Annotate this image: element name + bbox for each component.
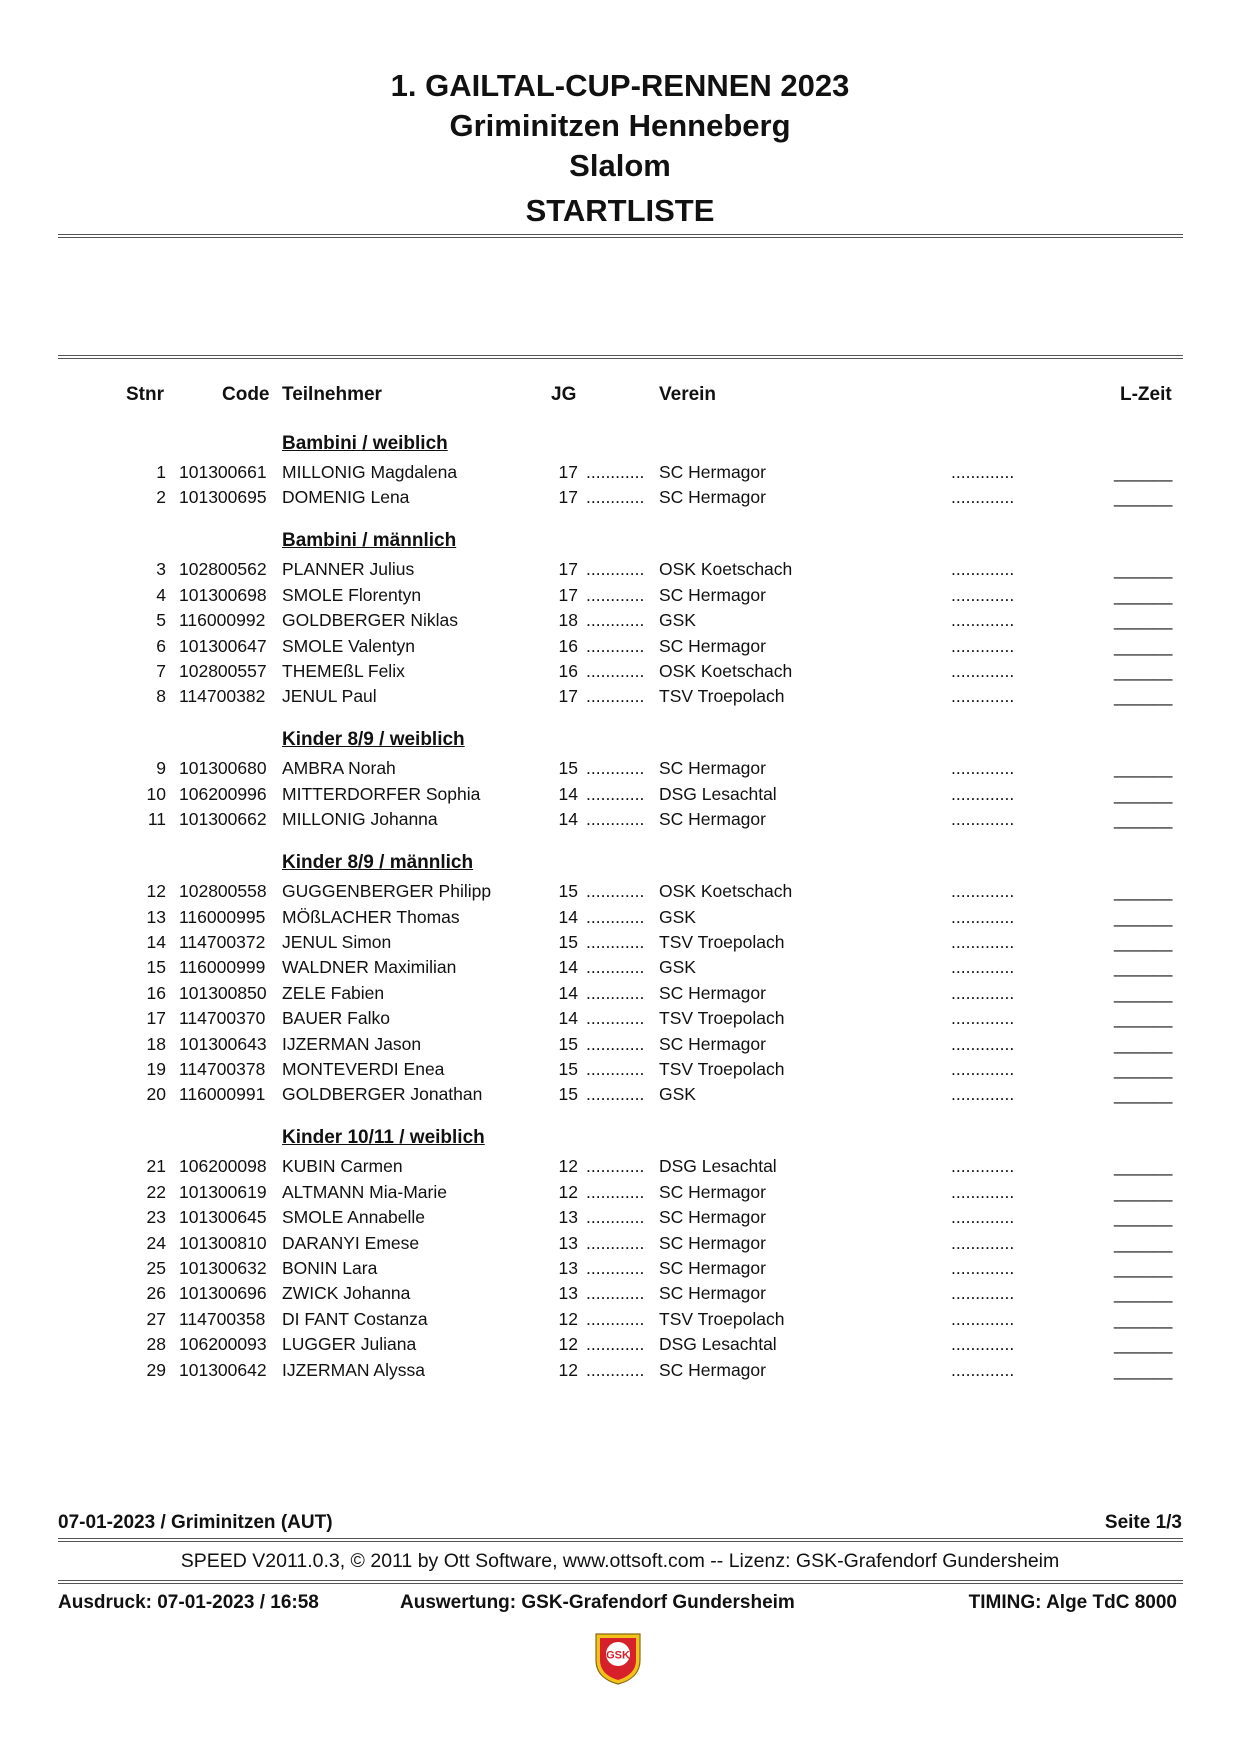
start-list-row	[0, 1334, 1240, 1359]
athlete-code: 101300642	[179, 1359, 267, 1380]
time-blank: ______	[1114, 932, 1173, 952]
time-blank: ______	[1114, 1359, 1173, 1380]
result-dots: .............	[951, 1308, 1015, 1329]
leader-dots: ............	[586, 932, 645, 952]
birth-year: 12	[558, 1308, 578, 1329]
athlete-name: JENUL Simon	[282, 932, 392, 952]
athlete-code: 101300696	[179, 1283, 267, 1304]
result-dots: .............	[951, 1207, 1015, 1228]
start-list-row	[0, 1182, 1240, 1207]
athlete-name: DI FANT Costanza	[282, 1308, 428, 1329]
start-number: 19	[146, 1059, 166, 1079]
athlete-code: 101300619	[179, 1181, 267, 1202]
start-list-row	[0, 1258, 1240, 1283]
birth-year: 14	[558, 1008, 578, 1029]
club-name: DSG Lesachtal	[659, 1156, 777, 1177]
leader-dots: ............	[586, 584, 645, 605]
start-number: 5	[156, 610, 166, 631]
birth-year: 17	[558, 487, 578, 508]
athlete-code: 101300645	[179, 1207, 267, 1228]
leader-dots: ............	[586, 559, 645, 580]
result-dots: .............	[951, 783, 1015, 804]
leader-dots: ............	[586, 1033, 645, 1054]
club-name: SC Hermagor	[659, 1258, 766, 1278]
club-name: SC Hermagor	[659, 982, 766, 1003]
result-dots: .............	[951, 487, 1015, 508]
time-blank: ______	[1114, 982, 1173, 1003]
club-name: TSV Troepolach	[659, 1008, 785, 1029]
result-dots: .............	[951, 610, 1015, 631]
column-header-club: Verein	[659, 384, 717, 405]
start-list-row	[0, 686, 1240, 711]
athlete-code: 106200098	[179, 1156, 267, 1177]
leader-dots: ............	[586, 1207, 645, 1228]
start-list-row	[0, 932, 1240, 957]
time-blank: ______	[1114, 1283, 1173, 1304]
leader-dots: ............	[586, 1308, 645, 1329]
athlete-name: JENUL Paul	[282, 686, 377, 707]
document-subtitle: STARTLISTE	[525, 193, 715, 228]
column-header-stnr: Stnr	[126, 384, 164, 405]
athlete-name: MONTEVERDI Enea	[282, 1059, 445, 1079]
time-blank: ______	[1114, 559, 1173, 580]
leader-dots: ............	[586, 610, 645, 631]
result-dots: .............	[951, 1156, 1015, 1177]
result-dots: .............	[951, 809, 1015, 830]
birth-year: 13	[558, 1258, 578, 1278]
time-blank: ______	[1114, 809, 1173, 830]
result-dots: .............	[951, 758, 1015, 779]
leader-dots: ............	[586, 1232, 645, 1253]
result-dots: .............	[951, 559, 1015, 580]
athlete-name: KUBIN Carmen	[282, 1156, 403, 1177]
birth-year: 17	[558, 686, 578, 707]
start-list-row	[0, 1283, 1240, 1308]
result-dots: .............	[951, 1359, 1015, 1380]
start-list-row	[0, 1156, 1240, 1181]
table-top-divider	[58, 355, 1183, 359]
leader-dots: ............	[586, 758, 645, 779]
club-name: GSK	[659, 906, 696, 927]
result-dots: .............	[951, 881, 1015, 902]
athlete-name: MÖßLACHER Thomas	[282, 906, 460, 927]
logo-lettering: GSK	[606, 1649, 630, 1662]
athlete-name: WALDNER Maximilian	[282, 957, 457, 978]
athlete-name: AMBRA Norah	[282, 758, 396, 779]
start-number: 22	[146, 1181, 166, 1202]
result-dots: .............	[951, 1181, 1015, 1202]
leader-dots: ............	[586, 1156, 645, 1177]
venue-title-line: Griminitzen Henneberg	[449, 108, 791, 143]
start-list-row	[0, 809, 1240, 834]
event-title-line: 1. GAILTAL-CUP-RENNEN 2023	[390, 68, 850, 103]
birth-year: 15	[558, 1084, 578, 1105]
leader-dots: ............	[586, 462, 645, 482]
birth-year: 17	[558, 462, 578, 482]
start-number: 7	[156, 661, 166, 681]
column-header-code: Code	[222, 384, 270, 405]
club-name: SC Hermagor	[659, 1283, 766, 1304]
athlete-name: MILLONIG Johanna	[282, 809, 438, 830]
athlete-code: 116000992	[179, 610, 266, 631]
time-blank: ______	[1114, 487, 1173, 508]
start-list-row	[0, 1360, 1240, 1385]
footer-page-number: Seite 1/3	[1104, 1512, 1182, 1533]
result-dots: .............	[951, 1258, 1015, 1278]
athlete-code: 101300695	[179, 487, 267, 508]
category-heading: Bambini / männlich	[282, 530, 457, 552]
event-title	[0, 66, 1240, 186]
leader-dots: ............	[586, 1181, 645, 1202]
athlete-name: SMOLE Florentyn	[282, 584, 422, 605]
start-list-row	[0, 1008, 1240, 1033]
leader-dots: ............	[586, 809, 645, 830]
category-heading: Kinder 8/9 / weiblich	[282, 729, 465, 751]
club-name: TSV Troepolach	[659, 1059, 785, 1079]
start-list-row	[0, 1034, 1240, 1059]
birth-year: 14	[558, 906, 578, 927]
birth-year: 18	[558, 610, 578, 631]
start-number: 1	[156, 462, 166, 482]
start-number: 29	[146, 1359, 166, 1380]
club-name: SC Hermagor	[659, 635, 766, 656]
result-dots: .............	[951, 1334, 1015, 1355]
start-number: 18	[146, 1033, 166, 1054]
time-blank: ______	[1114, 686, 1173, 707]
leader-dots: ............	[586, 1359, 645, 1380]
start-number: 20	[146, 1084, 166, 1105]
start-number: 17	[146, 1008, 166, 1029]
athlete-code: 114700378	[179, 1059, 266, 1079]
start-list-row	[0, 585, 1240, 610]
start-list-row	[0, 983, 1240, 1008]
athlete-code: 101300643	[179, 1033, 267, 1054]
start-number: 12	[146, 881, 166, 902]
result-dots: .............	[951, 584, 1015, 605]
category-heading: Kinder 10/11 / weiblich	[282, 1127, 485, 1149]
time-blank: ______	[1114, 661, 1173, 681]
time-blank: ______	[1114, 635, 1173, 656]
start-number: 24	[146, 1232, 166, 1253]
column-header-name: Teilnehmer	[282, 384, 382, 405]
athlete-name: BAUER Falko	[282, 1008, 390, 1029]
leader-dots: ............	[586, 906, 645, 927]
start-list-row	[0, 907, 1240, 932]
start-list-row	[0, 636, 1240, 661]
athlete-name: THEMEßL Felix	[282, 661, 405, 681]
time-blank: ______	[1114, 1156, 1173, 1177]
software-credit: SPEED V2011.0.3, © 2011 by Ott Software, www.ottsoft.com -- Lizenz: GSK-Grafendorf Gundersheim	[180, 1550, 1060, 1572]
start-list-row	[0, 1207, 1240, 1232]
club-name: SC Hermagor	[659, 584, 766, 605]
time-blank: ______	[1114, 1084, 1173, 1105]
athlete-code: 101300661	[179, 462, 267, 482]
club-name: GSK	[659, 610, 696, 631]
start-list-row	[0, 610, 1240, 635]
club-name: SC Hermagor	[659, 1232, 766, 1253]
category-heading: Kinder 8/9 / männlich	[282, 852, 474, 874]
club-name: SC Hermagor	[659, 1359, 766, 1380]
leader-dots: ............	[586, 881, 645, 902]
time-blank: ______	[1114, 1334, 1173, 1355]
birth-year: 17	[558, 559, 578, 580]
time-blank: ______	[1114, 881, 1173, 902]
time-blank: ______	[1114, 1232, 1173, 1253]
athlete-name: PLANNER Julius	[282, 559, 415, 580]
birth-year: 17	[558, 584, 578, 605]
time-blank: ______	[1114, 1008, 1173, 1029]
start-list-row	[0, 1309, 1240, 1334]
time-blank: ______	[1114, 462, 1173, 482]
time-blank: ______	[1114, 1181, 1173, 1202]
result-dots: .............	[951, 1059, 1015, 1079]
start-list-row	[0, 758, 1240, 783]
result-dots: .............	[951, 1033, 1015, 1054]
athlete-code: 101300632	[179, 1258, 267, 1278]
club-name: OSK Koetschach	[659, 559, 793, 580]
athlete-code: 102800562	[179, 559, 267, 580]
footer-divider-top	[58, 1538, 1183, 1542]
start-number: 6	[156, 635, 166, 656]
start-number: 25	[146, 1258, 166, 1278]
leader-dots: ............	[586, 1008, 645, 1029]
athlete-code: 101300810	[179, 1232, 267, 1253]
start-list-row	[0, 462, 1240, 487]
time-blank: ______	[1114, 1207, 1173, 1228]
club-name: TSV Troepolach	[659, 1308, 785, 1329]
birth-year: 13	[558, 1207, 578, 1228]
start-number: 14	[146, 932, 166, 952]
column-header-time: L-Zeit	[1120, 384, 1172, 405]
club-name: TSV Troepolach	[659, 686, 785, 707]
header-divider	[58, 234, 1183, 238]
club-name: OSK Koetschach	[659, 661, 793, 681]
start-number: 21	[146, 1156, 166, 1177]
athlete-code: 114700382	[179, 686, 266, 707]
leader-dots: ............	[586, 1059, 645, 1079]
athlete-code: 114700370	[179, 1008, 266, 1029]
athlete-code: 106200093	[179, 1334, 267, 1355]
result-dots: .............	[951, 957, 1015, 978]
start-list-row	[0, 881, 1240, 906]
column-header-jg: JG	[551, 384, 577, 405]
birth-year: 15	[558, 932, 578, 952]
athlete-code: 106200996	[179, 783, 267, 804]
birth-year: 12	[558, 1181, 578, 1202]
club-name: SC Hermagor	[659, 809, 766, 830]
athlete-name: ZWICK Johanna	[282, 1283, 411, 1304]
time-blank: ______	[1114, 1033, 1173, 1054]
athlete-code: 114700372	[179, 932, 266, 952]
athlete-name: GOLDBERGER Niklas	[282, 610, 459, 631]
start-number: 28	[146, 1334, 166, 1355]
footer-date-location: 07-01-2023 / Griminitzen (AUT)	[58, 1512, 333, 1533]
athlete-code: 116000991	[179, 1084, 266, 1105]
start-list-row	[0, 1084, 1240, 1109]
club-name: SC Hermagor	[659, 758, 766, 779]
time-blank: ______	[1114, 1308, 1173, 1329]
club-name: SC Hermagor	[659, 487, 766, 508]
start-list-row	[0, 559, 1240, 584]
athlete-name: IJZERMAN Jason	[282, 1033, 422, 1054]
gsk-club-logo	[590, 1630, 646, 1686]
birth-year: 14	[558, 809, 578, 830]
birth-year: 15	[558, 881, 578, 902]
club-name: OSK Koetschach	[659, 881, 793, 902]
result-dots: .............	[951, 635, 1015, 656]
athlete-name: DARANYI Emese	[282, 1232, 420, 1253]
birth-year: 16	[558, 635, 578, 656]
birth-year: 15	[558, 1059, 578, 1079]
start-number: 27	[146, 1308, 166, 1329]
birth-year: 12	[558, 1334, 578, 1355]
start-list-row	[0, 1059, 1240, 1084]
start-number: 2	[156, 487, 166, 508]
athlete-name: GUGGENBERGER Philipp	[282, 881, 492, 902]
result-dots: .............	[951, 906, 1015, 927]
time-blank: ______	[1114, 783, 1173, 804]
birth-year: 13	[558, 1283, 578, 1304]
leader-dots: ............	[586, 1283, 645, 1304]
start-number: 13	[146, 906, 166, 927]
birth-year: 14	[558, 783, 578, 804]
birth-year: 16	[558, 661, 578, 681]
club-name: SC Hermagor	[659, 1181, 766, 1202]
start-list-row	[0, 661, 1240, 686]
category-heading: Bambini / weiblich	[282, 433, 448, 454]
start-number: 4	[156, 584, 166, 605]
athlete-name: GOLDBERGER Jonathan	[282, 1084, 483, 1105]
result-dots: .............	[951, 462, 1015, 482]
time-blank: ______	[1114, 610, 1173, 631]
time-blank: ______	[1114, 584, 1173, 605]
start-number: 23	[146, 1207, 166, 1228]
club-name: DSG Lesachtal	[659, 783, 777, 804]
time-blank: ______	[1114, 758, 1173, 779]
result-dots: .............	[951, 661, 1015, 681]
leader-dots: ............	[586, 635, 645, 656]
club-name: SC Hermagor	[659, 1033, 766, 1054]
club-name: TSV Troepolach	[659, 932, 785, 952]
leader-dots: ............	[586, 661, 645, 681]
start-list-row	[0, 1233, 1240, 1258]
athlete-code: 116000995	[179, 906, 266, 927]
athlete-name: IJZERMAN Alyssa	[282, 1359, 425, 1380]
athlete-name: LUGGER Juliana	[282, 1334, 417, 1355]
birth-year: 15	[558, 1033, 578, 1054]
result-dots: .............	[951, 1084, 1015, 1105]
start-number: 9	[156, 758, 166, 779]
birth-year: 12	[558, 1156, 578, 1177]
athlete-code: 102800557	[179, 661, 267, 681]
club-name: DSG Lesachtal	[659, 1334, 777, 1355]
athlete-code: 116000999	[179, 957, 266, 978]
result-dots: .............	[951, 1283, 1015, 1304]
birth-year: 14	[558, 982, 578, 1003]
leader-dots: ............	[586, 957, 645, 978]
athlete-code: 101300698	[179, 584, 267, 605]
birth-year: 14	[558, 957, 578, 978]
evaluation-credit: Auswertung: GSK-Grafendorf Gundersheim	[400, 1592, 795, 1613]
club-name: SC Hermagor	[659, 462, 766, 482]
leader-dots: ............	[586, 686, 645, 707]
leader-dots: ............	[586, 783, 645, 804]
athlete-code: 102800558	[179, 881, 267, 902]
athlete-name: BONIN Lara	[282, 1258, 378, 1278]
result-dots: .............	[951, 686, 1015, 707]
timing-credit: TIMING: Alge TdC 8000	[968, 1592, 1177, 1613]
start-number: 26	[146, 1283, 166, 1304]
athlete-name: ALTMANN Mia-Marie	[282, 1181, 447, 1202]
athlete-name: SMOLE Annabelle	[282, 1207, 426, 1228]
leader-dots: ............	[586, 1334, 645, 1355]
birth-year: 12	[558, 1359, 578, 1380]
start-number: 8	[156, 686, 166, 707]
athlete-name: MILLONIG Magdalena	[282, 462, 458, 482]
athlete-code: 101300662	[179, 809, 267, 830]
leader-dots: ............	[586, 982, 645, 1003]
time-blank: ______	[1114, 957, 1173, 978]
birth-year: 13	[558, 1232, 578, 1253]
result-dots: .............	[951, 982, 1015, 1003]
discipline-title-line: Slalom	[569, 148, 671, 183]
result-dots: .............	[951, 1232, 1015, 1253]
start-number: 3	[156, 559, 166, 580]
start-list-row	[0, 957, 1240, 982]
start-list-row	[0, 784, 1240, 809]
athlete-name: MITTERDORFER Sophia	[282, 783, 481, 804]
start-number: 11	[147, 809, 166, 830]
start-number: 10	[146, 783, 166, 804]
birth-year: 15	[558, 758, 578, 779]
club-name: SC Hermagor	[659, 1207, 766, 1228]
time-blank: ______	[1114, 1258, 1173, 1278]
athlete-code: 101300647	[179, 635, 267, 656]
result-dots: .............	[951, 1008, 1015, 1029]
athlete-name: DOMENIG Lena	[282, 487, 410, 508]
club-name: GSK	[659, 1084, 696, 1105]
print-timestamp: Ausdruck: 07-01-2023 / 16:58	[58, 1592, 319, 1613]
leader-dots: ............	[586, 487, 645, 508]
footer-divider-bottom	[58, 1580, 1183, 1584]
athlete-code: 101300680	[179, 758, 267, 779]
athlete-name: ZELE Fabien	[282, 982, 385, 1003]
leader-dots: ............	[586, 1084, 645, 1105]
athlete-code: 114700358	[179, 1308, 266, 1329]
leader-dots: ............	[586, 1258, 645, 1278]
club-name: GSK	[659, 957, 696, 978]
time-blank: ______	[1114, 906, 1173, 927]
time-blank: ______	[1114, 1059, 1173, 1079]
start-number: 15	[146, 957, 166, 978]
start-list-row	[0, 487, 1240, 512]
start-number: 16	[146, 982, 166, 1003]
result-dots: .............	[951, 932, 1015, 952]
athlete-code: 101300850	[179, 982, 267, 1003]
athlete-name: SMOLE Valentyn	[282, 635, 415, 656]
